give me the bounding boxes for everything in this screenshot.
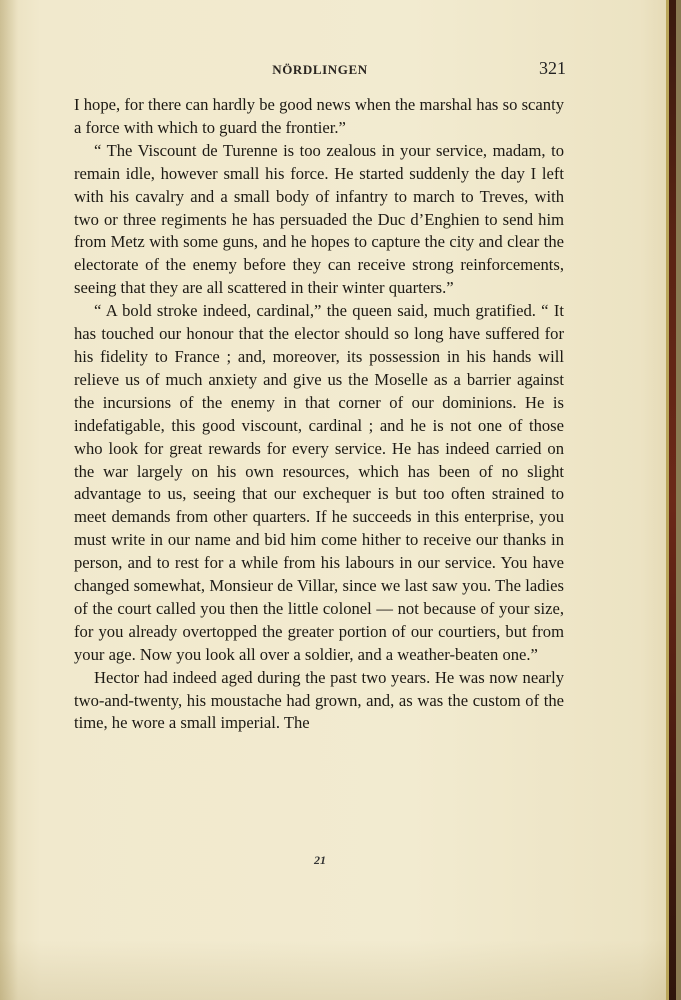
gutter-shadow [0, 0, 18, 1000]
paragraph: I hope, for there can hardly be good news when the marshal has so scanty a force with which to guard the frontier.” [74, 95, 564, 137]
running-head: NÖRDLINGEN [272, 62, 368, 77]
page-edge-outer [676, 0, 681, 1000]
body-text [74, 94, 564, 735]
paragraph: “ A bold stroke indeed, cardinal,” the queen said, much gratified. “ It has touched our honour that the elector should so long have suffered for his fidelity to France ; and, moreover, its possession in his hands will relieve us of much anxiety and give us the Moselle as a barrier against the incursions of the enemy in that corner of our dominions. He is indefatigable, this good viscount, cardinal ; and he is not one of those who look for great rewards for every service. He has indeed carried on the war largely on his own resources, which has been of no slight advantage to us, seeing that our exchequer is but too often strained to meet demands from other quarters. If he succeeds in this enterprise, you must write in our name and bid him come hither to receive our thanks in person, and to rest for a while from his labours in our service. You have changed somewhat, Monsieur de Villar, since we last saw you. The ladies of the court called you then the little colonel — not because of your size, for you already overtopped the greater portion of our courtiers, but from your age. Now you look all over a soldier, and a weather-beaten one.” [74, 301, 564, 664]
signature-mark: 21 [314, 853, 326, 867]
page-header [74, 58, 566, 84]
book-cover-edge [669, 0, 676, 1000]
paragraph: “ The Viscount de Turenne is too zealous in your service, madam, to remain idle, however small his force. He started suddenly the day I left with his cavalry and a small body of infantry to march to Treves, with two or three regiments he has persuaded the Duc d’Enghien to send him from Metz with some guns, and he hopes to capture the city and clear the electorate of the enemy before they can receive strong reinforcements, seeing that they are all scattered in their winter quarters.” [74, 140, 564, 298]
bottom-shadow [0, 940, 681, 1000]
paragraph: Hector had indeed aged during the past two years. He was now nearly two-and-twenty, his moustache had grown, and, as was the custom of the time, he wore a small imperial. The [74, 667, 564, 733]
page-number: 321 [539, 58, 566, 78]
